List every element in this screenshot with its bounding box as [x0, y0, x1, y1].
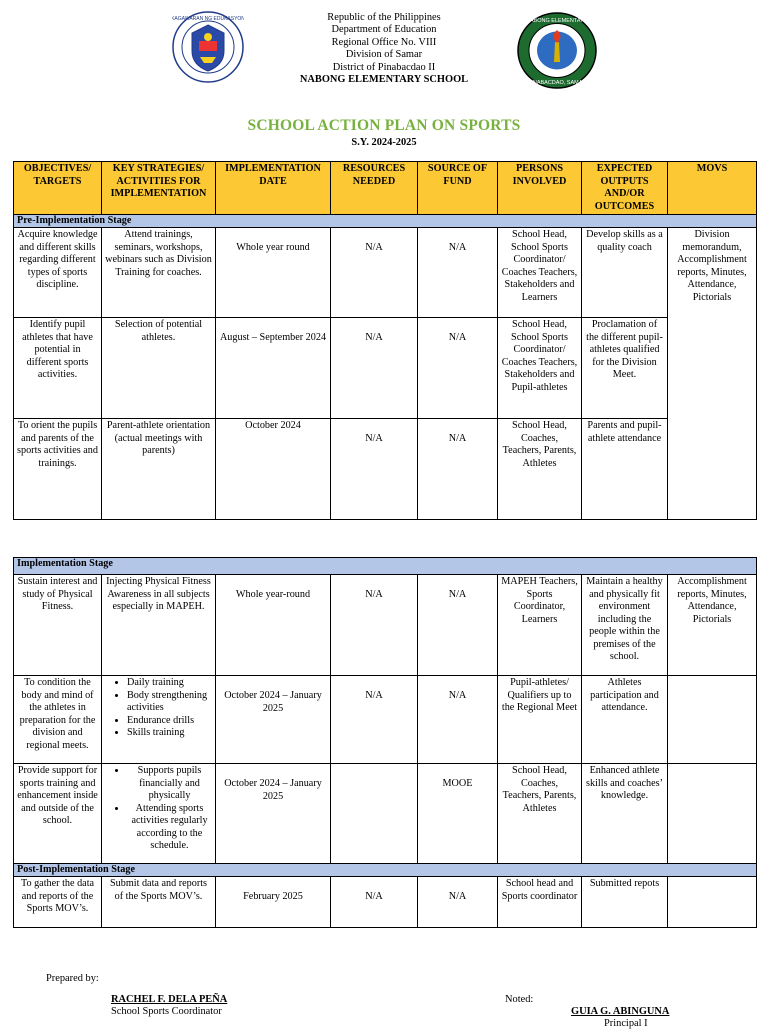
fund-cell: N/A — [418, 877, 498, 928]
movs-cell — [668, 676, 757, 764]
resources-cell: N/A — [331, 877, 418, 928]
strategy-cell — [102, 764, 216, 864]
column-header: PERSONS INVOLVED — [498, 162, 582, 215]
objective-cell: To orient the pupils and parents of the sports activities and trainings. — [14, 419, 102, 520]
stage-label: Implementation Stage — [14, 558, 757, 575]
svg-text:PINABACDAO, SAMAR: PINABACDAO, SAMAR — [527, 80, 587, 86]
date-cell: Whole year round — [216, 228, 331, 318]
fund-cell: MOOE — [418, 764, 498, 864]
strategy-cell: Attend trainings, seminars, workshops, webinars such as Division Training for coaches. — [102, 228, 216, 318]
document-title: SCHOOL ACTION PLAN ON SPORTS — [247, 117, 521, 134]
letterhead-line: District of Pinabacdao II — [332, 61, 436, 73]
list-item: • Endurance drills — [127, 715, 212, 728]
table-row — [14, 877, 757, 928]
outcome-cell: Submitted repots — [582, 877, 668, 928]
list-item: • Attending sports activities regularly according to the schedule. — [127, 803, 212, 853]
strategy-cell — [102, 676, 216, 764]
date-cell: October 2024 — [216, 419, 331, 520]
list-item: • Supports pupils financially and physically — [127, 765, 212, 803]
svg-text:KAGAWARAN NG EDUKASYON: KAGAWARAN NG EDUKASYON — [172, 16, 244, 22]
fund-cell: N/A — [418, 419, 498, 520]
column-header: MOVS — [668, 162, 757, 215]
objective-cell: To condition the body and mind of the athletes in preparation for the division and regional meets. — [14, 676, 102, 764]
action-plan-table-impl — [13, 557, 757, 928]
list-item: • Body strengthening activities — [127, 690, 212, 715]
outcome-cell: Develop skills as a quality coach — [582, 228, 668, 318]
date-cell: August – September 2024 — [216, 318, 331, 419]
persons-cell: School Head, School Sports Coordinator/ Coaches Teachers, Stakeholders and Learners — [498, 228, 582, 318]
table-row — [14, 228, 757, 318]
svg-text:NABONG ELEMENTARY: NABONG ELEMENTARY — [525, 18, 589, 24]
resources-cell: N/A — [331, 419, 418, 520]
stage-label: Post-Implementation Stage — [14, 864, 757, 877]
persons-cell: School Head, School Sports Coordinator/ Coaches Teachers, Stakeholders and Pupil-athletes — [498, 318, 582, 419]
list-item: • Daily training — [127, 677, 212, 690]
persons-cell: School Head, Coaches, Teachers, Parents, Athletes — [498, 419, 582, 520]
fund-cell: N/A — [418, 575, 498, 676]
persons-cell: School head and Sports coordinator — [498, 877, 582, 928]
letterhead — [0, 12, 768, 86]
date-cell: October 2024 – January 2025 — [216, 764, 331, 864]
column-header: EXPECTED OUTPUTS AND/OR OUTCOMES — [582, 162, 668, 215]
column-header: OBJECTIVES/ TARGETS — [14, 162, 102, 215]
persons-cell: School Head, Coaches, Teachers, Parents, Athletes — [498, 764, 582, 864]
objective-cell: Provide support for sports training and enhancement inside and outside of the school. — [14, 764, 102, 864]
objective-cell: Identify pupil athletes that have potential in different sports activities. — [14, 318, 102, 419]
table-row — [14, 419, 757, 520]
school-year: S.Y. 2024-2025 — [351, 137, 417, 148]
persons-cell: MAPEH Teachers, Sports Coordinator, Learners — [498, 575, 582, 676]
resources-cell: N/A — [331, 575, 418, 676]
school-name: NABONG ELEMENTARY SCHOOL — [299, 74, 469, 86]
table-row — [14, 764, 757, 864]
fund-cell: N/A — [418, 676, 498, 764]
outcome-cell: Maintain a healthy and physically fit environment including the people within the premises of the school. — [582, 575, 668, 676]
list-item: • Skills training — [127, 727, 212, 740]
persons-cell: Pupil-athletes/ Qualifiers up to the Regional Meet — [498, 676, 582, 764]
outcome-cell: Proclamation of the different pupil-athletes qualified for the Division Meet. — [582, 318, 668, 419]
prepared-by-label: Prepared by: — [46, 973, 99, 984]
table-row — [14, 575, 757, 676]
table-row — [14, 676, 757, 764]
movs-cell — [668, 877, 757, 928]
prepared-by-title: School Sports Coordinator — [111, 1006, 222, 1017]
stage-label: Pre-Implementation Stage — [14, 215, 757, 228]
resources-cell: N/A — [331, 318, 418, 419]
resources-cell — [331, 764, 418, 864]
fund-cell: N/A — [418, 318, 498, 419]
movs-cell: Accomplishment reports, Minutes, Attendance, Pictorials — [668, 575, 757, 676]
resources-cell: N/A — [331, 676, 418, 764]
movs-cell — [668, 764, 757, 864]
action-plan-table-pre — [13, 161, 757, 520]
outcome-cell: Athletes participation and attendance. — [582, 676, 668, 764]
strategy-list — [105, 677, 212, 740]
letterhead-line: Department of Education — [331, 24, 437, 36]
table-row — [14, 318, 757, 419]
resources-cell: N/A — [331, 228, 418, 318]
objective-cell: Sustain interest and study of Physical Fitness. — [14, 575, 102, 676]
strategy-cell: Selection of potential athletes. — [102, 318, 216, 419]
noted-by-title: Principal I — [604, 1018, 648, 1029]
outcome-cell: Parents and pupil-athlete attendance — [582, 419, 668, 520]
letterhead-line: Regional Office No. VIII — [331, 36, 437, 48]
movs-cell: Division memorandum, Accomplishment reports, Minutes, Attendance, Pictorials — [668, 228, 757, 520]
date-cell: Whole year-round — [216, 575, 331, 676]
strategy-cell: Injecting Physical Fitness Awareness in all subjects especially in MAPEH. — [102, 575, 216, 676]
column-header: SOURCE OF FUND — [418, 162, 498, 215]
letterhead-line: Republic of the Philippines — [327, 12, 441, 23]
column-header: IMPLEMENTATION DATE — [216, 162, 331, 215]
date-cell: October 2024 – January 2025 — [216, 676, 331, 764]
objective-cell: Acquire knowledge and different skills regarding different types of sports discipline. — [14, 228, 102, 318]
column-header: KEY STRATEGIES/ ACTIVITIES FOR IMPLEMENTATION — [102, 162, 216, 215]
strategy-list — [105, 765, 212, 853]
outcome-cell: Enhanced athlete skills and coaches’ knowledge. — [582, 764, 668, 864]
letterhead-line: Division of Samar — [345, 49, 423, 61]
noted-by-name: GUIA G. ABINGUNA — [571, 1006, 670, 1017]
noted-label: Noted: — [505, 994, 534, 1005]
strategy-cell: Submit data and reports of the Sports MOV’s. — [102, 877, 216, 928]
fund-cell: N/A — [418, 228, 498, 318]
prepared-by-name: RACHEL F. DELA PEÑA — [111, 994, 228, 1005]
column-header: RESOURCES NEEDED — [331, 162, 418, 215]
strategy-cell: Parent-athlete orientation (actual meetings with parents) — [102, 419, 216, 520]
objective-cell: To gather the data and reports of the Sports MOV’s. — [14, 877, 102, 928]
date-cell: February 2025 — [216, 877, 331, 928]
